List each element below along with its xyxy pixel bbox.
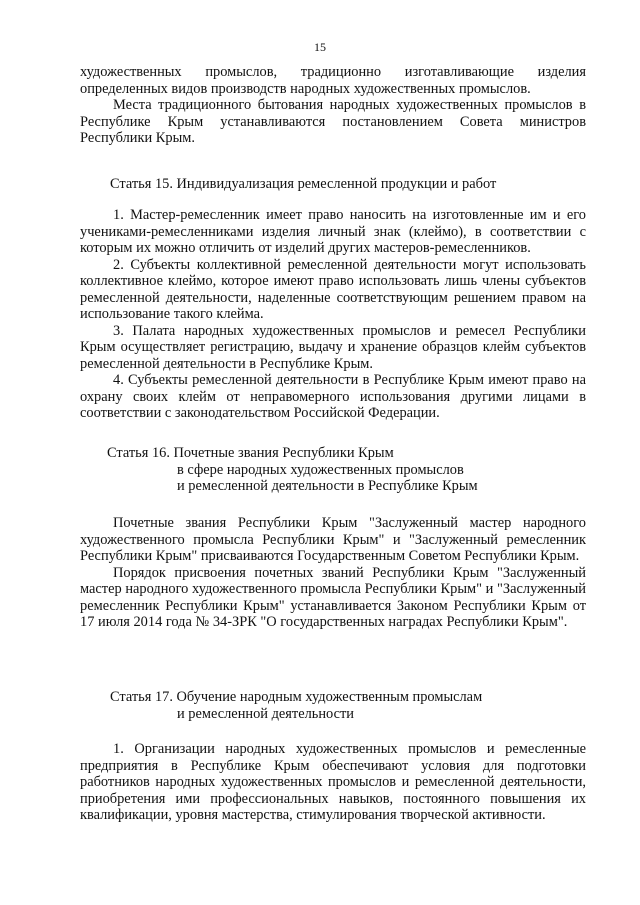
article-15-item: 4. Субъекты ремесленной деятельности в Республике Крым имеют право на охрану своих клейм от неправомерного использования другими лицами в соответствии с законодательством Российской Федерации. — [80, 372, 586, 421]
intro-block — [80, 64, 586, 147]
article-15-body — [80, 207, 586, 422]
article-16-heading — [80, 445, 586, 495]
article-15-item: 1. Мастер-ремесленник имеет право наносить на изготовленные им и его учениками-ремесленниками изделия личный знак (клеймо), в соответствии с которым их можно отличить от изделий других мастеров-ремесленников. — [80, 207, 586, 256]
article-16-body — [80, 515, 586, 631]
intro-paragraph: Места традиционного бытования народных художественных промыслов в Республике Крым устанавливаются постановлением Совета министров Республики Крым. — [80, 97, 586, 146]
article-16-paragraph: Почетные звания Республики Крым "Заслуженный мастер народного художественного промысла Республики Крым" и "Заслуженный ремесленник Республики Крым" присваиваются Государственным Советом Республики Крым. — [80, 515, 586, 564]
article-16-title-line: Статья 16. Почетные звания Республики Крым — [107, 445, 394, 461]
article-17-paragraph: 1. Организации народных художественных промыслов и ремесленные предприятия в Республике Крым обеспечивают условия для подготовки работников народных художественных промыслов и ремесленной деятельности, приобретения ими профессиональных навыков, постоянного повышения их квалификации, уровня мастерства, стимулирования творческой активности. — [80, 741, 586, 823]
article-17-body — [80, 741, 586, 824]
article-16-title-line: в сфере народных художественных промыслов — [177, 461, 464, 478]
article-17-title-line: Статья 17. Обучение народным художественным промыслам — [110, 689, 483, 705]
article-15-item: 3. Палата народных художественных промыслов и ремесел Республики Крым осуществляет регистрацию, выдачу и хранение образцов клейм субъектов ремесленной деятельности в Республике Крым. — [80, 322, 586, 372]
article-15-heading — [80, 176, 586, 193]
intro-paragraph: художественных промыслов, традиционно изготавливающие изделия определенных видов производств народных художественных промыслов. — [80, 64, 586, 97]
article-15-title: Статья 15. Индивидуализация ремесленной продукции и работ — [110, 176, 497, 192]
article-17-title-line: и ремесленной деятельности — [177, 705, 354, 722]
article-16-paragraph: Порядок присвоения почетных званий Республики Крым "Заслуженный мастер народного художественного промысла Республики Крым" и "Заслуженный ремесленник Республики Крым" устанавливается Законом Республики Крым от 17 июля 2014 года № 34-ЗРК "О государственных наградах Республики Крым". — [80, 564, 586, 630]
page-number: 15 — [314, 40, 326, 54]
article-17-heading — [80, 689, 586, 722]
article-16-title-line: и ремесленной деятельности в Республике Крым — [177, 478, 478, 494]
article-15-item: 2. Субъекты коллективной ремесленной деятельности могут использовать коллективное клеймо, которое имеют право использовать лишь члены субъектов ремесленной деятельности, наделенные соответствующим решением правом на использование такого клейма. — [80, 256, 586, 322]
